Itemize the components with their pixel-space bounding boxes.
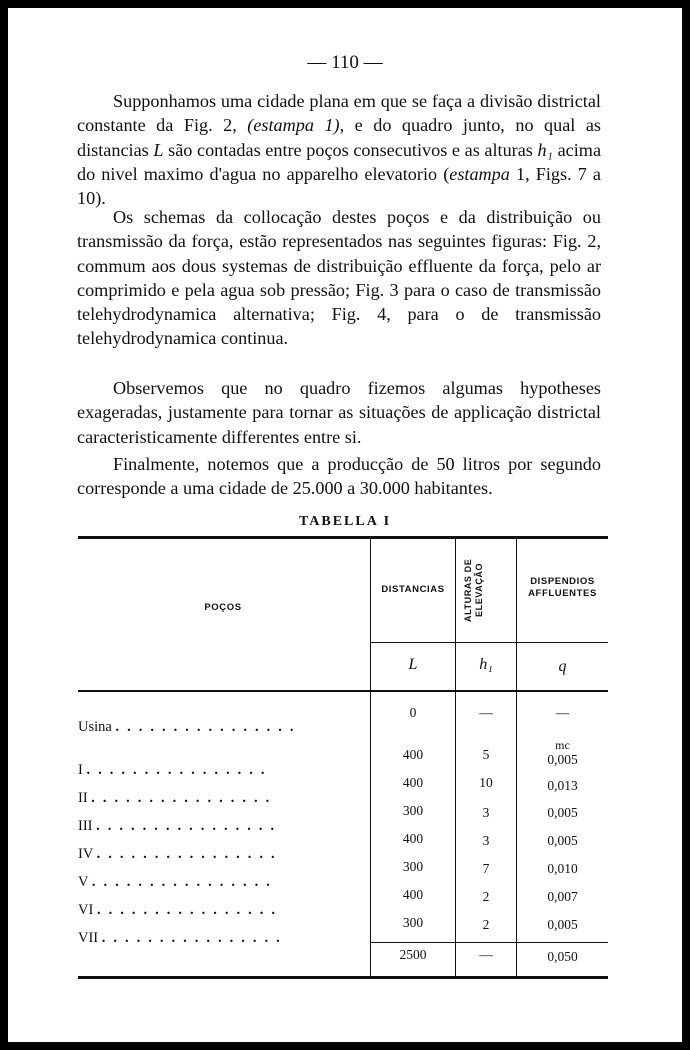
- table-row-label: II ................: [78, 790, 278, 806]
- table-title: TABELLA I: [298, 514, 392, 529]
- paragraph-1: Supponhamos uma cidade plana em que se faça a divisão districtal constante da Fig. 2, (estampa 1), e do quadro junto, no qual as distancias L são contadas entre poços consecutivos e as alturas h₁ acima do nivel maximo d'agua no apparelho elevatorio (estampa 1, Figs. 7 a 10).: [77, 91, 602, 209]
- page-number: — 110 —: [307, 52, 383, 73]
- cell-dispendio: 0,010: [547, 861, 578, 876]
- table-bottom-rule: [78, 976, 608, 979]
- total-distancia: 2500: [399, 947, 427, 962]
- cell-altura: 3: [482, 805, 490, 820]
- unit-label: mc: [555, 738, 570, 752]
- cell-distancia: 300: [402, 915, 424, 930]
- total-altura: —: [479, 947, 493, 962]
- table-row-label: V ................: [78, 874, 278, 890]
- cell-altura: 3: [482, 833, 490, 848]
- cell-altura: —: [479, 705, 493, 720]
- paragraph-3: Observemos que no quadro fizemos algumas hypotheses exageradas, justamente para tornar as situações de applicação districtal caracteristicamente differentes entre si.: [77, 378, 601, 447]
- symbol-alturas: h₁: [479, 656, 493, 673]
- header-distancias: DISTANCIAS: [381, 584, 445, 595]
- table-top-rule: [78, 536, 608, 539]
- cell-dispendio: —: [555, 705, 570, 720]
- table-row-label: I ................: [78, 762, 273, 778]
- cell-distancia: 300: [402, 859, 424, 874]
- table-row-label: IV ................: [78, 846, 283, 862]
- cell-altura: 2: [482, 917, 490, 932]
- cell-dispendio: 0,007: [547, 889, 578, 904]
- cell-distancia: 400: [402, 887, 424, 902]
- table-total-rule: [370, 942, 608, 943]
- cell-distancia: 300: [402, 803, 424, 818]
- header-pocos: POÇOS: [204, 602, 242, 613]
- table-row-label: VII ................: [78, 930, 288, 946]
- cell-distancia: 400: [402, 775, 424, 790]
- table-symbol-rule-top: [370, 642, 608, 643]
- table-header-rule: [78, 690, 608, 692]
- book-page: [8, 8, 682, 1042]
- cell-dispendio: 0,005: [547, 917, 578, 932]
- cell-altura: 7: [482, 861, 490, 876]
- cell-dispendio: 0,005: [547, 752, 578, 767]
- cell-dispendio: 0,005: [547, 805, 578, 820]
- cell-distancia: 400: [402, 831, 424, 846]
- symbol-distancias: L: [408, 656, 418, 673]
- cell-dispendio: 0,013: [547, 778, 578, 793]
- cell-altura: 10: [479, 775, 493, 790]
- table-row-label: VI ................: [78, 902, 283, 918]
- cell-distancia: 0: [409, 705, 417, 720]
- paragraph-4: Finalmente, notemos que a producção de 50 litros por segundo corresponde a uma cidade de 25.000 a 30.000 habitantes.: [77, 454, 601, 499]
- total-dispendio: 0,050: [547, 949, 578, 964]
- header-alturas: ALTURAS DE ELEVAÇÃO: [463, 558, 484, 622]
- cell-dispendio: 0,005: [547, 833, 578, 848]
- symbol-dispendios: q: [558, 658, 567, 675]
- paragraph-2: Os schemas da collocação destes poços e da distribuição ou transmissão da força, estão representados nas seguintes figuras: Fig. 2, commum aos dous systemas de distribuição effluente da força, pelo ar comprimido e pela agua sob pressão; Fig. 3 para o caso de transmissão telehydrodynamica alternativa; Fig. 4, para o de transmissão telehydrodynamica continua.: [77, 207, 601, 349]
- table-row-label: III ................: [78, 818, 283, 834]
- cell-altura: 5: [482, 747, 490, 762]
- cell-distancia: 400: [402, 747, 424, 762]
- cell-altura: 2: [482, 889, 490, 904]
- header-dispendios: DISPENDIOS AFFLUENTES: [528, 576, 597, 599]
- table-row-label: Usina ................: [78, 719, 302, 735]
